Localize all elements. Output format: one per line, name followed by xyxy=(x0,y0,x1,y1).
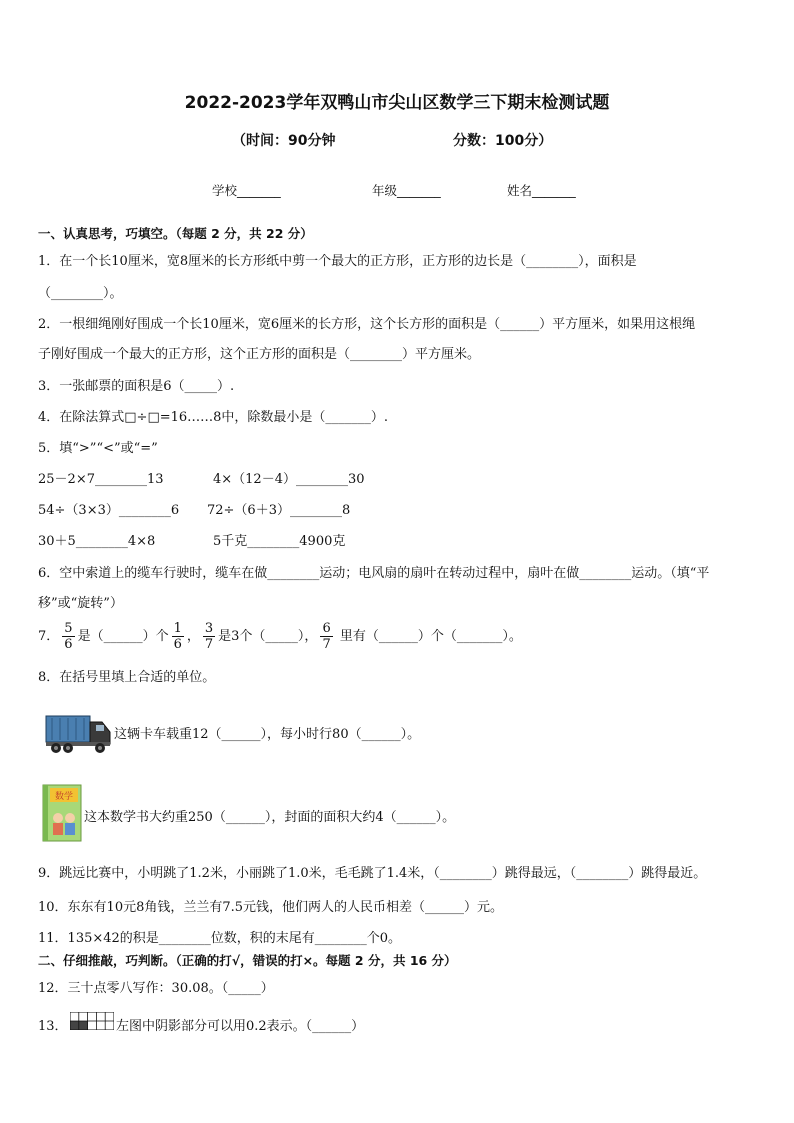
section-1-title: 一、认真思考，巧填空。（每题 2 分，共 22 分） xyxy=(38,226,313,241)
question-9: 9．跳远比赛中，小明跳了1.2米，小丽跳了1.0米，毛毛跳了1.4米，（________）跳得最远，（________）跳得最近。 xyxy=(38,866,707,881)
question-6-line-2: 移”或“旋转”） xyxy=(38,596,123,611)
question-8: 8．在括号里填上合适的单位。 xyxy=(38,670,216,685)
question-7: 7． $\frac{5}{6}$ 是（______）个 $\frac{1}{6}$ ， $\frac{3}{7}$ 是3个（_____）， $\frac{6}{7}$ 里有（______）个（_______）。 xyxy=(38,621,522,652)
question-5-item-1a: 25－2×7________13 xyxy=(38,472,164,487)
question-2-line-1: 2．一根细绳刚好围成一个长10厘米，宽6厘米的长方形，这个长方形的面积是（______）平方厘米，如果用这根绳 xyxy=(38,317,696,332)
question-6-line-1: 6．空中索道上的缆车行驶时，缆车在做________运动；电风扇的扇叶在转动过程中，扇叶在做________运动。（填“平 xyxy=(38,566,710,581)
question-5-item-2a: 54÷（3×3）________6 xyxy=(38,503,180,518)
question-13-number: 13． xyxy=(38,1019,68,1034)
question-5-item-1b: 4×（12－4）________30 xyxy=(213,472,365,487)
question-2-line-2: 子刚好围成一个最大的正方形，这个正方形的面积是（________）平方厘米。 xyxy=(38,347,481,362)
fraction-3-7: $\frac{3}{7}$ xyxy=(204,621,214,652)
school-field: 学校_______ xyxy=(212,183,281,198)
shaded-grid-icon xyxy=(70,1012,114,1030)
exam-time: （时间：90分钟 xyxy=(232,133,336,149)
question-5-item-3a: 30＋5________4×8 xyxy=(38,534,156,549)
truck-icon xyxy=(44,712,112,754)
section-2-title: 二、仔细推敲，巧判断。（正确的打√，错误的打×。每题 2 分，共 16 分） xyxy=(38,953,457,968)
question-4: 4．在除法算式□÷□=16……8中，除数最小是（_______）. xyxy=(38,410,389,425)
page-title: 2022-2023学年双鸭山市尖山区数学三下期末检测试题 xyxy=(184,93,610,113)
question-3: 3．一张邮票的面积是6（_____）. xyxy=(38,379,235,394)
question-1-line-2: （________）。 xyxy=(38,286,123,301)
fraction-5-6: $\frac{5}{6}$ xyxy=(64,621,73,652)
fraction-6-7: $\frac{6}{7}$ xyxy=(322,621,331,652)
question-7-number: 7． xyxy=(38,629,60,644)
question-1-line-1: 1．在一个长10厘米，宽8厘米的长方形纸中剪一个最大的正方形，正方形的边长是（________），面积是 xyxy=(38,254,637,269)
grade-field: 年级_______ xyxy=(372,183,441,198)
exam-score: 分数：100分） xyxy=(453,133,553,149)
question-8a: 这辆卡车载重12（______），每小时行80（______）。 xyxy=(114,727,421,742)
question-8b: 这本数学书大约重250（______），封面的面积大约4（______）。 xyxy=(84,810,456,825)
question-10: 10．东东有10元8角钱，兰兰有7.5元钱，他们两人的人民币相差（______）元。 xyxy=(38,900,504,915)
question-5-item-3b: 5千克________4900克 xyxy=(213,534,346,549)
question-5-item-2b: 72÷（6＋3）________8 xyxy=(207,503,351,518)
question-11: 11．135×42的积是________位数，积的末尾有________个0。 xyxy=(38,931,402,946)
name-field: 姓名_______ xyxy=(507,183,576,198)
question-12: 12．三十点零八写作：30.08。（_____） xyxy=(38,981,274,996)
question-5: 5．填“>”“<”或“=” xyxy=(38,441,158,456)
fraction-1-6: $\frac{1}{6}$ xyxy=(173,621,182,652)
book-cover-title: 数学 xyxy=(54,792,74,802)
math-book-icon xyxy=(42,784,82,842)
question-13-text: 左图中阴影部分可以用0.2表示。（______） xyxy=(116,1019,365,1034)
